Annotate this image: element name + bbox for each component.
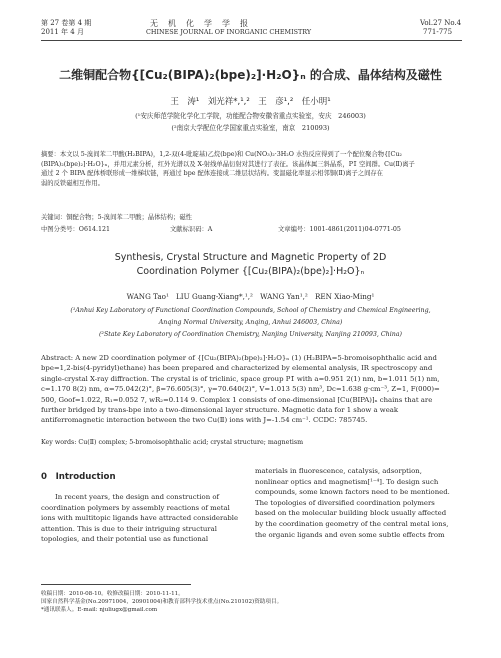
affiliation-en-3: (²State Key Laboratory of Coordination Chemistry, Nanjing University, Nanjing 210093, China)	[98, 331, 403, 338]
intro-line: In recent years, the design and construction of	[55, 493, 220, 501]
abstract-en-line: 500, Goof=1.022, R₁=0.052 7, wR₂=0.114 9. Complex 1 consists of one-dimensional [Cu(BIPA)]ₙ chains that are	[41, 395, 433, 404]
footnotes	[41, 590, 282, 614]
affiliation-cn-2: (²南京大学配位化学国家重点实验室，南京 210093)	[171, 124, 330, 132]
footnote-rule	[41, 584, 191, 585]
abstract-cn-line: 弱的反铁磁相互作用。	[41, 179, 104, 187]
journal-title-en: CHINESE JOURNAL OF INORGANIC CHEMISTRY	[146, 28, 312, 36]
date-cn: 2011 年 4 月	[41, 28, 84, 36]
intro-line: coordination polymers by assembly reactions of metal	[41, 503, 230, 512]
abstract-en-line: bpe=1,2-bis(4-pyridyl)ethane) has been prepared and characterized by elemental analysis, IR spectroscopy and	[41, 364, 433, 373]
intro-line: materials in fluorescence, catalysis, adsorption,	[255, 467, 422, 475]
keywords-cn: 关键词：铜配合物；5-溴间苯二甲酸；晶体结构；磁性	[41, 214, 192, 221]
abstract-cn-line: 通过 2 个 BIPA 配体桥联形成一维梯状链，再通过 bpe 配体连接成二维层状结构。变温磁化率显示相邻铜(Ⅱ)离子之间存在	[41, 170, 383, 178]
intro-line: by the coordination geometry of the central metal ions,	[255, 519, 449, 528]
article-title-en-line-2: Coordination Polymer {[Cu₂(BIPA)₂(bpe)₂]·H₂O}ₙ	[136, 266, 365, 277]
intro-line: The topologies of diversified coordination polymers	[255, 498, 435, 507]
footnote-correspondence: *通讯联系人。E-mail: njuliugx@gmail.com	[41, 607, 158, 613]
keywords-en: Key words: Cu(Ⅱ) complex; 5-bromoisophthalic acid; crystal structure; magnetism	[41, 439, 304, 446]
authors-cn: 王 涛¹ 刘光祥*,¹,² 王 彦¹,² 任小明¹	[170, 97, 331, 107]
abstract-cn-line: (BIPA)₂(bpe)₂]·H₂O}ₙ，并用元素分析，红外光谱以及 X-射线单晶衍射对其进行了表征。该晶体属三斜晶系，P1̄ 空间群。Cu(Ⅱ)离子	[41, 160, 415, 168]
article-number: 文章编号：1001-4861(2011)04-0771-05	[278, 226, 401, 233]
intro-line: nonlinear optics and magnetism[¹⁻⁴]. To design such	[255, 477, 439, 486]
abstract-en-line: c=1.170 8(2) nm, α=75.042(2)°, β=76.605(3)°, γ=70.640(2)°, V=1.013 5(3) nm³, Dc=1.638 g·cm⁻³, Z=1, F(000)=	[41, 385, 440, 394]
abstract-en-line: antiferromagnetic interaction between the two Cu(Ⅱ) ions with J=-1.54 cm⁻¹. CCDC: 785745.	[41, 416, 368, 425]
abstract-en-line: further bridged by trans-bpe into a two-dimensional layer structure. Magnetic data for 1 show a weak	[41, 406, 399, 415]
affiliation-en-2: Anqing Normal University, Anqing, Anhui 246003, China)	[158, 319, 343, 326]
document-code: 文献标识码：A	[170, 226, 213, 233]
footnote-funding: 国家自然科学基金(No.20971004，20901004)和教育部科学技术重点(No.210102)资助项目。	[41, 599, 283, 605]
article-title-en-line-1: Synthesis, Crystal Structure and Magnetic Property of 2D	[114, 252, 387, 263]
intro-line: attention. This is due to their intriguing structural	[41, 524, 217, 533]
abstract-en-line: single-crystal X-ray diffraction. The crystal is of triclinic, space group P1̄ with a=0.951 2(1) nm, b=1.011 5(1) nm,	[41, 374, 440, 383]
intro-line: compounds, some known factors need to be mentioned.	[255, 488, 450, 497]
abstract-en	[41, 353, 440, 426]
clc-number: 中图分类号：O614.121	[41, 226, 110, 233]
abstract-cn	[41, 150, 415, 188]
volume-en: Vol.27 No.4	[420, 19, 462, 27]
affiliation-en-1: (¹Anhui Key Laboratory of Functional Coordination Compounds, School of Chemistry and Chemical Engineering,	[70, 307, 431, 314]
header-rule	[41, 40, 462, 41]
journal-title-cn: 无 机 化 学 学 报	[150, 19, 249, 28]
intro-line: based on the molecular building block usually affected	[255, 509, 447, 518]
authors-en: WANG Tao¹ LIU Guang-Xiang*,¹,² WANG Yan¹,² REN Xiao-Ming¹	[126, 292, 375, 301]
article-title-cn: 二维铜配合物{[Cu₂(BIPA)₂(bpe)₂]·H₂O}ₙ 的合成、晶体结构及磁性	[59, 68, 442, 82]
intro-left-column	[41, 492, 238, 545]
intro-line: ions with multitopic ligands have attracted considerable	[41, 514, 239, 523]
footnote-received: 收稿日期：2010-08-10。收修改稿日期：2010-11-11。	[41, 591, 184, 597]
page-range: 771-775	[423, 28, 453, 36]
volume-cn: 第 27 卷第 4 期	[41, 19, 92, 27]
intro-line: the organic ligands and even some subtle effects from	[255, 530, 445, 539]
abstract-cn-line: 摘要：本文以 5-溴间苯二甲酸(H₂BIPA)，1,2-双(4-吡啶基)乙烷(bpe)和 Cu(NO₃)₂·3H₂O 水热反应得到了一个配位聚合物{[Cu₂	[41, 151, 402, 158]
abstract-en-line: Abstract: A new 2D coordination polymer of {[Cu₂(BIPA)₂(bpe)₂]·H₂O}ₙ (1) (H₂BIPA=5-bromoisophthalic acid and	[41, 354, 437, 362]
section-heading-introduction: 0 Introduction	[41, 472, 116, 482]
intro-right-column	[255, 466, 450, 540]
intro-line: topologies, and their potential use as functional	[41, 535, 209, 544]
affiliation-cn-1: (¹安庆师范学院化学化工学院，功能配合物安徽省重点实验室，安庆 246003)	[135, 112, 366, 120]
